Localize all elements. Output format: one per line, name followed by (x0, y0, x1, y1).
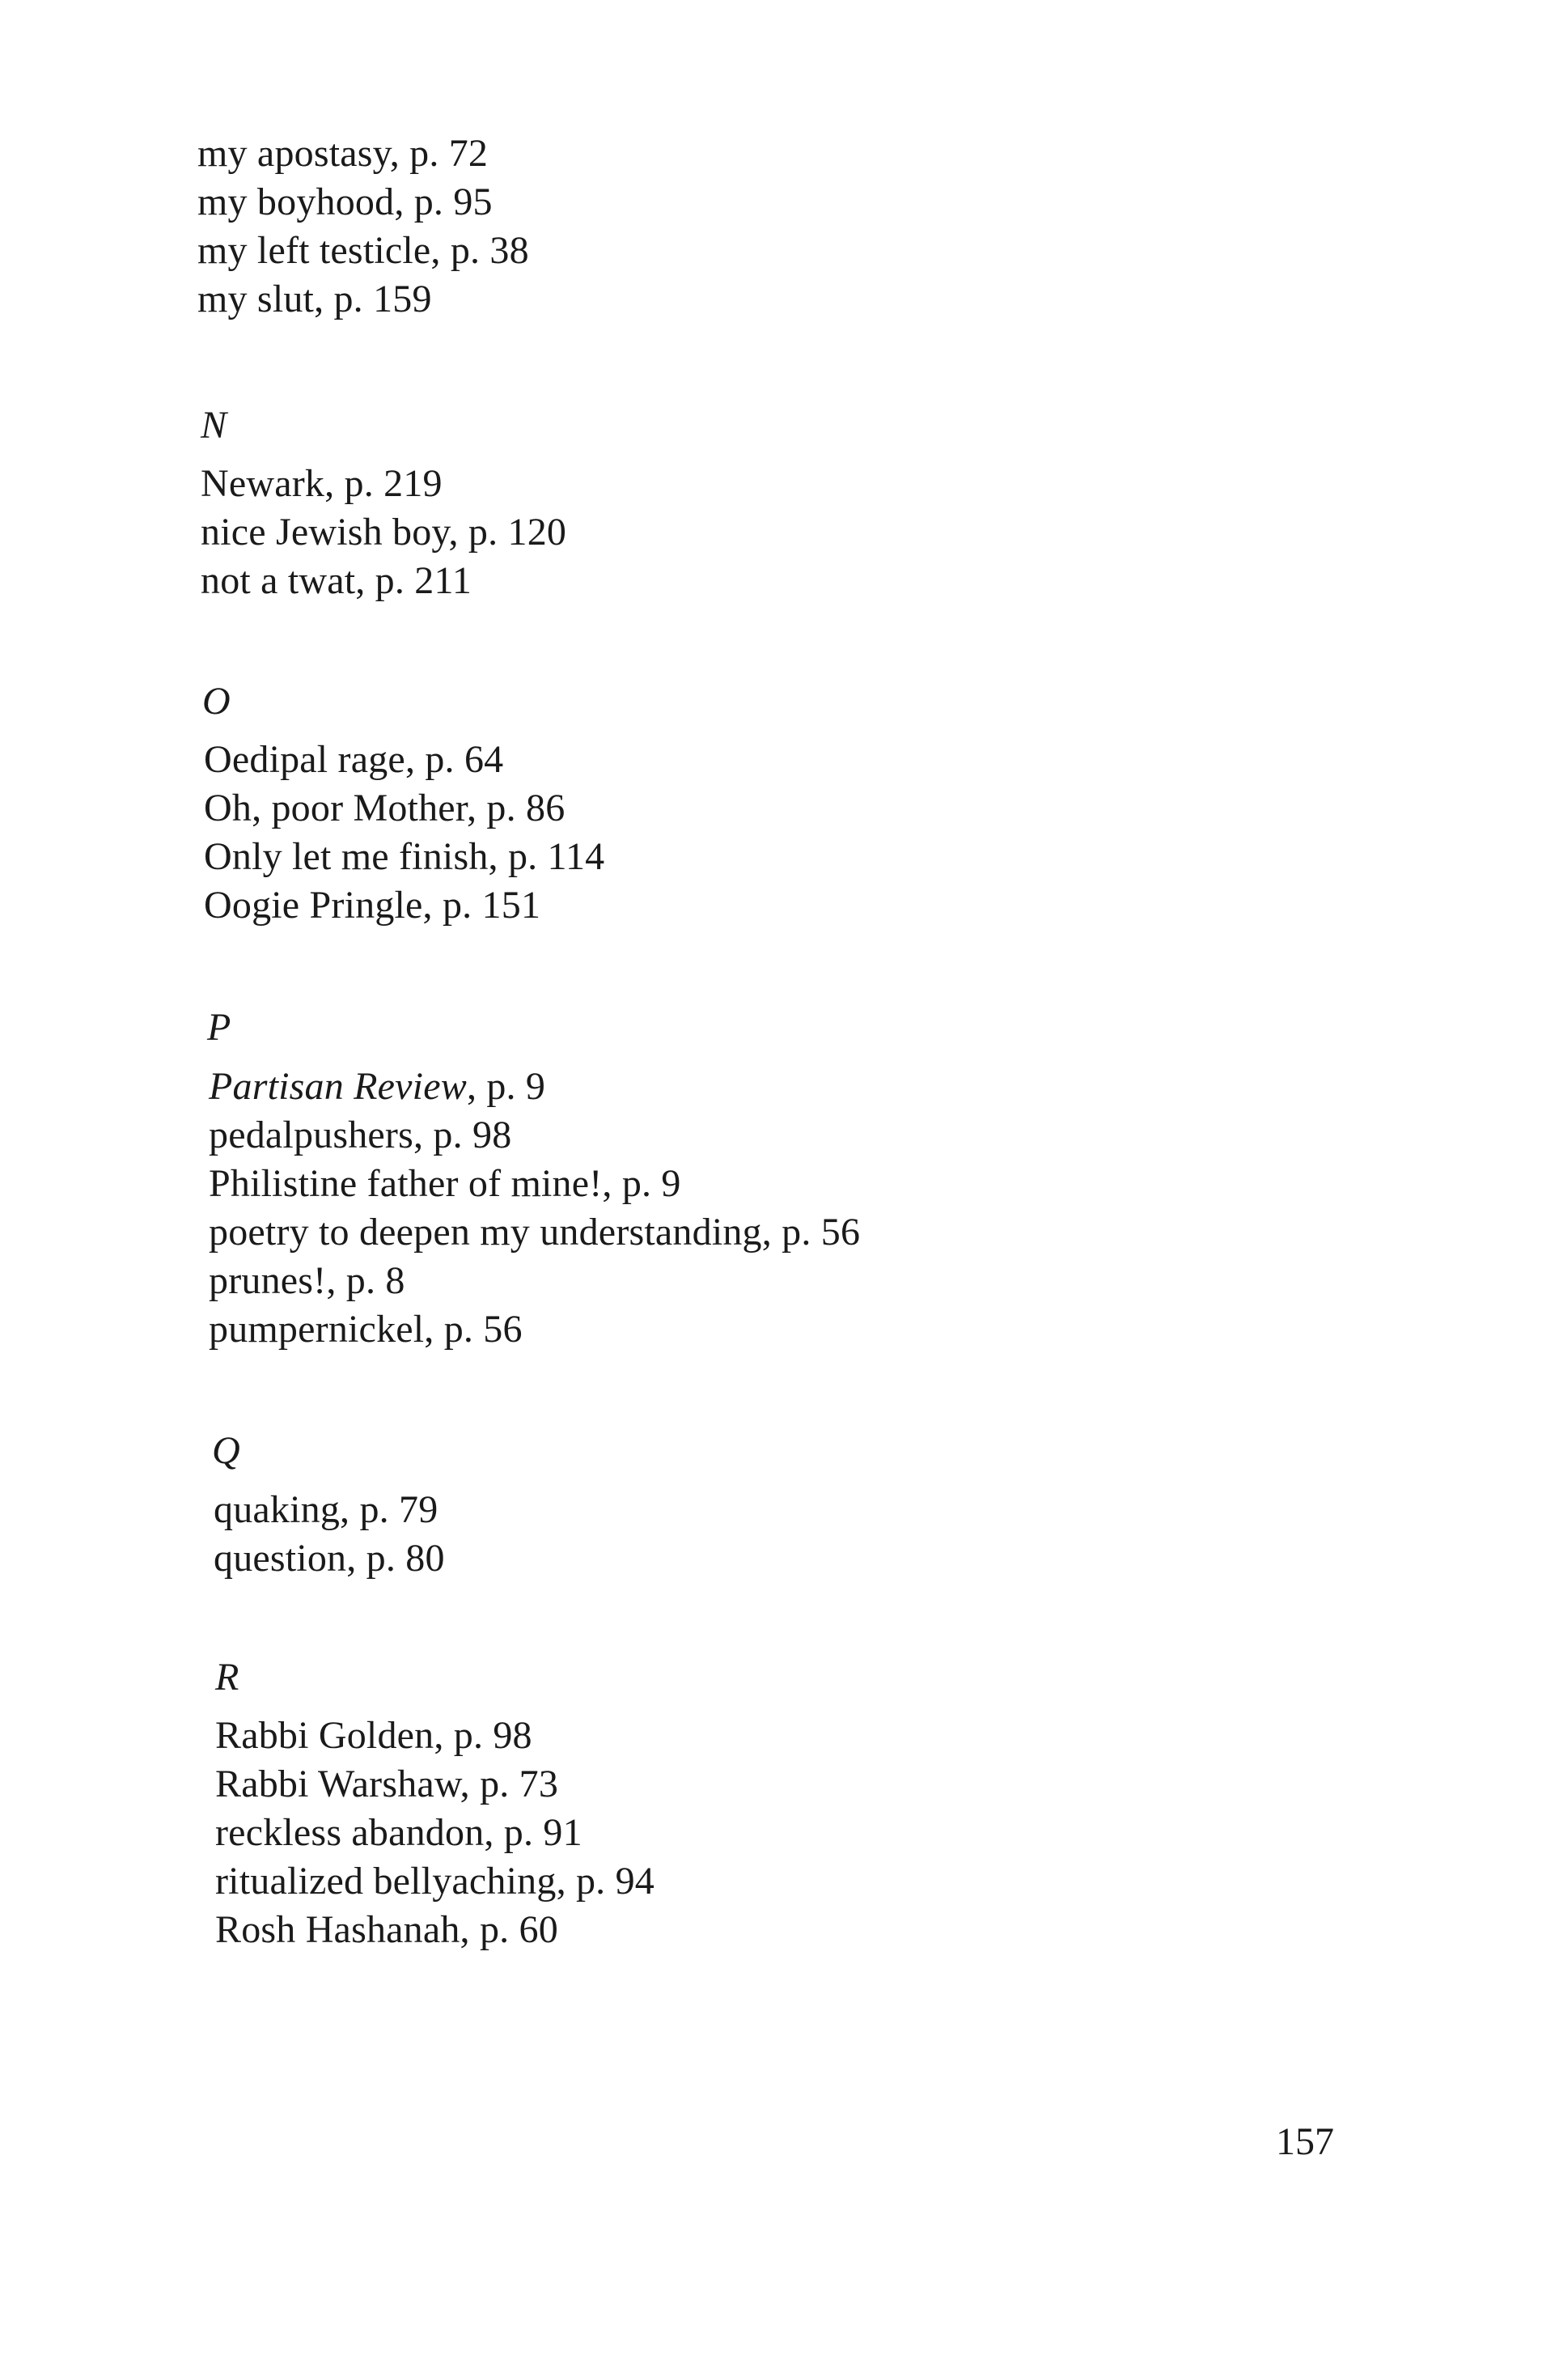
index-entry-title: Partisan Review (209, 1065, 467, 1108)
index-entry: Rabbi Warshaw, p. 73 (215, 1763, 559, 1805)
index-letter-heading: O (202, 680, 231, 723)
index-entry: my left testicle, p. 38 (197, 229, 529, 272)
index-entry: quaking, p. 79 (214, 1488, 438, 1531)
page-number: 157 (1276, 2120, 1334, 2163)
index-entry: prunes!, p. 8 (209, 1259, 405, 1302)
index-entry: Newark, p. 219 (201, 462, 443, 505)
index-entry: poetry to deepen my understanding, p. 56 (209, 1211, 861, 1254)
index-entry: Philistine father of mine!, p. 9 (209, 1162, 681, 1205)
index-entry: ritualized bellyaching, p. 94 (215, 1860, 655, 1903)
index-letter-heading: N (201, 404, 227, 447)
index-group-p (209, 1063, 860, 1354)
index-entry: pedalpushers, p. 98 (209, 1114, 512, 1156)
index-group-q (214, 1486, 445, 1583)
index-group-m-continued (197, 129, 529, 324)
index-entry (209, 1063, 860, 1111)
index-entry: my apostasy, p. 72 (197, 132, 489, 175)
index-entry: question, p. 80 (214, 1537, 445, 1580)
index-entry: Rosh Hashanah, p. 60 (215, 1908, 558, 1951)
index-entry: pumpernickel, p. 56 (209, 1308, 523, 1351)
index-group-n (201, 460, 566, 605)
index-entry: Oh, poor Mother, p. 86 (204, 787, 566, 829)
index-entry-page: , p. 9 (466, 1065, 546, 1108)
index-entry: nice Jewish boy, p. 120 (201, 511, 567, 554)
index-entry: my slut, p. 159 (197, 278, 432, 320)
index-group-r (215, 1712, 655, 1954)
index-entry: Only let me finish, p. 114 (204, 835, 605, 878)
index-entry: my boyhood, p. 95 (197, 180, 493, 223)
index-entry: Oedipal rage, p. 64 (204, 738, 504, 781)
index-entry: Oogie Pringle, p. 151 (204, 884, 541, 927)
index-group-o (204, 736, 604, 930)
index-letter-heading: P (207, 1006, 231, 1049)
index-entry: not a twat, p. 211 (201, 559, 472, 602)
index-letter-heading: Q (212, 1429, 240, 1472)
index-entry: reckless abandon, p. 91 (215, 1811, 582, 1854)
index-letter-heading: R (215, 1656, 239, 1699)
index-entry: Rabbi Golden, p. 98 (215, 1714, 532, 1757)
